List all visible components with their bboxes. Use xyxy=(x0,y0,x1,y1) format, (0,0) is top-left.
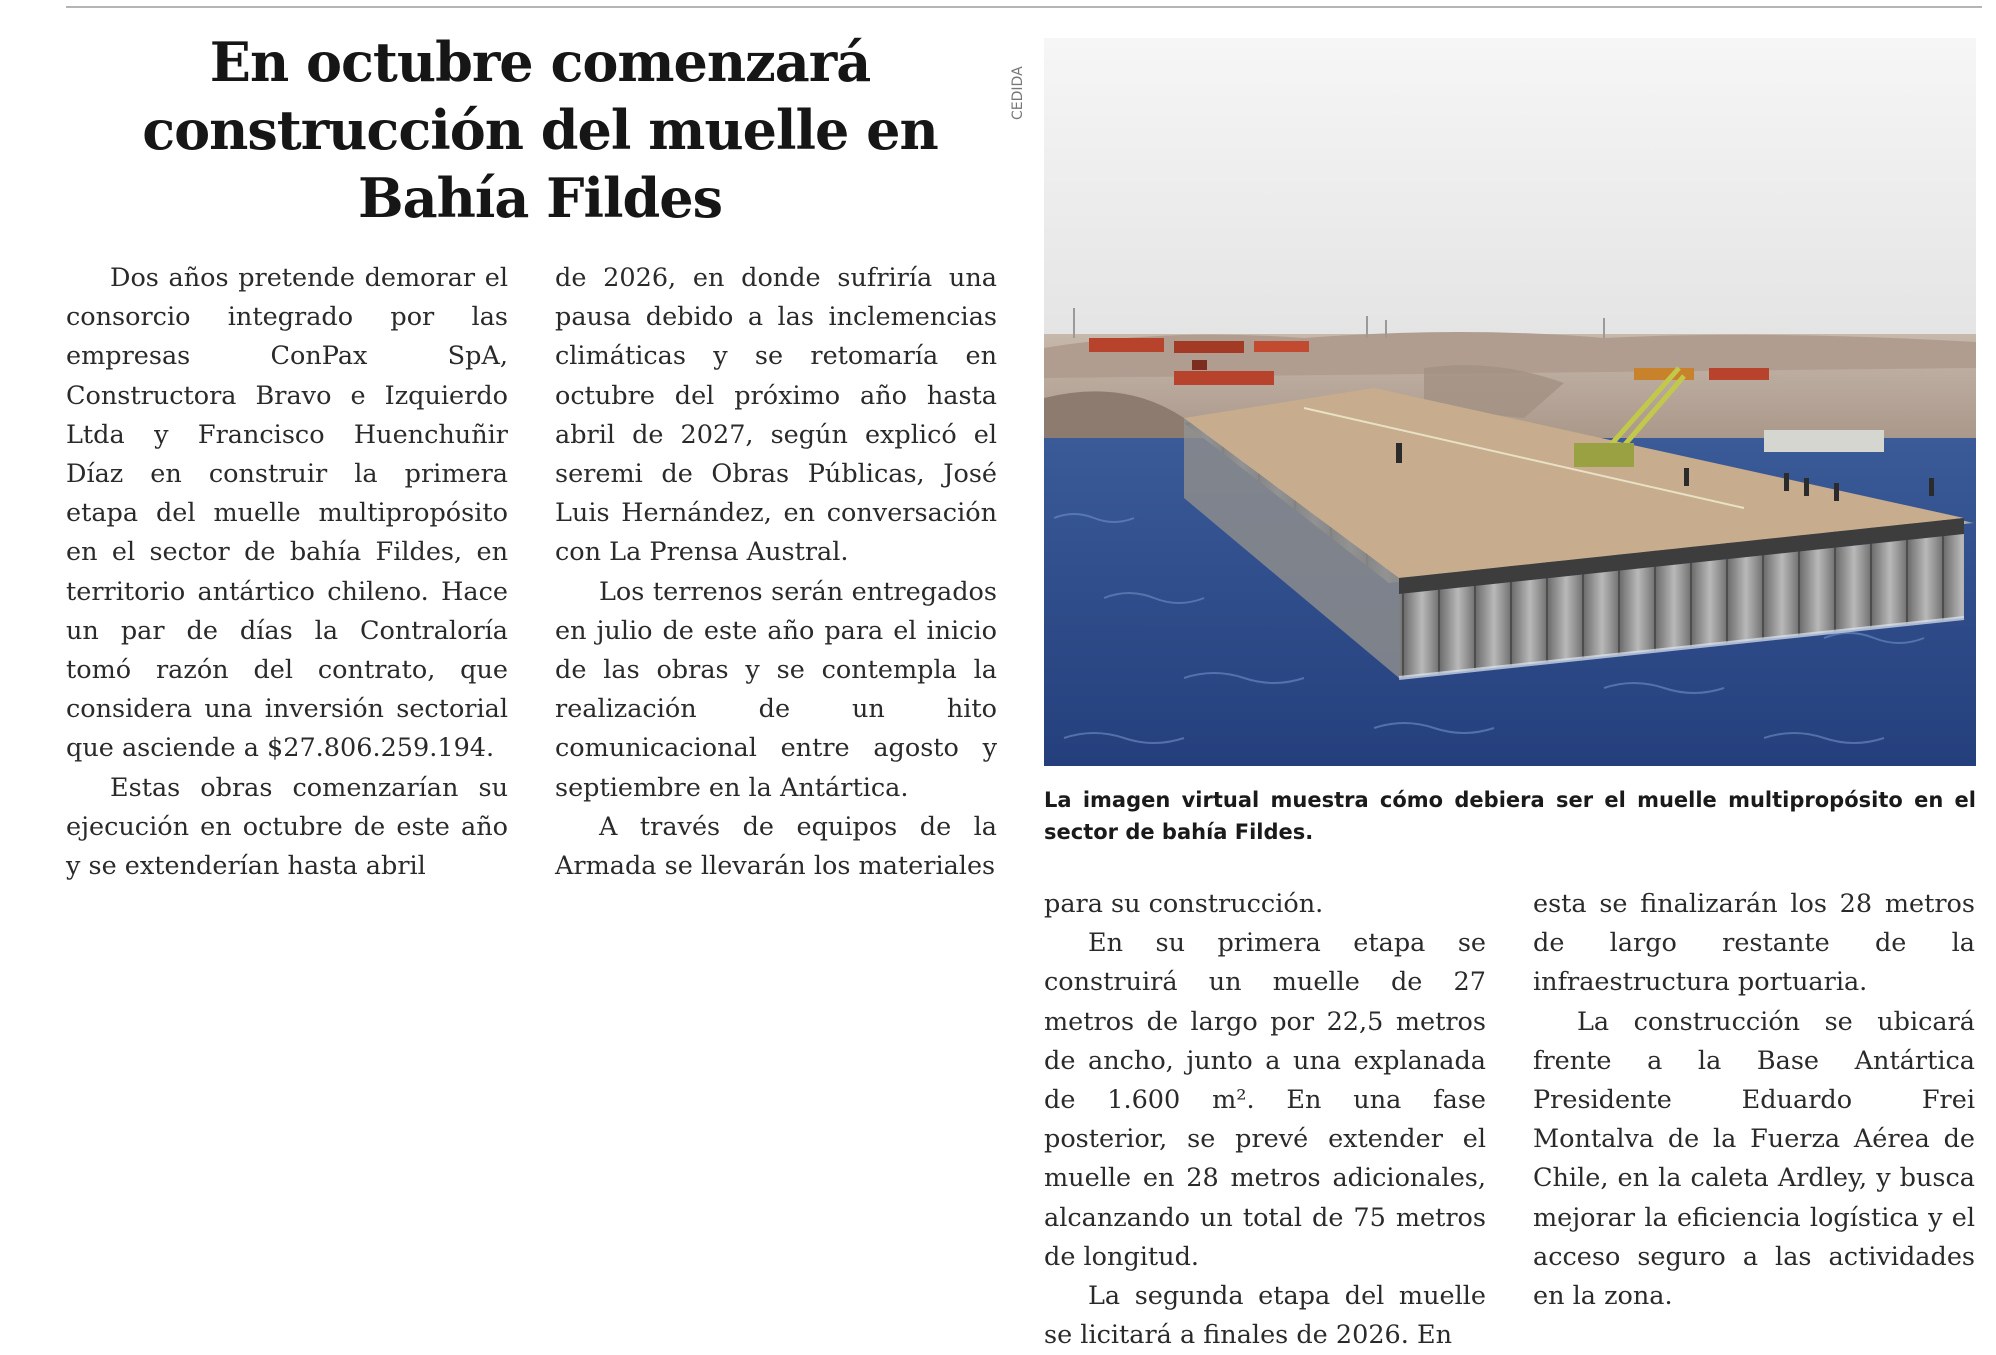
photo-credit: CEDIDA xyxy=(1010,66,1026,120)
text-column-2 xyxy=(555,259,997,886)
paragraph: A través de equipos de la Armada se llevarán los materiales xyxy=(555,811,997,882)
headline: En octubre comenzará construcción del muelle en Bahía Fildes xyxy=(142,30,938,230)
sky xyxy=(1044,38,1976,338)
paragraph: esta se finalizarán los 28 metros de largo restante de la infraestructura portuaria. xyxy=(1533,889,1975,998)
photo-caption: La imagen virtual muestra cómo debiera ser el muelle multipropósito en el sector de bahía Fildes. xyxy=(1044,788,1976,844)
paragraph: Los terrenos serán entregados en julio de este año para el inicio de las obras y se contempla la realización de un hito comunicacional entre agosto y septiembre en la Antártica. xyxy=(555,576,997,803)
paragraph: para su construcción. xyxy=(1044,889,1324,919)
paragraph: Estas obras comenzarían su ejecución en octubre de este año y se extenderían hasta abril xyxy=(66,772,508,882)
top-rule xyxy=(66,6,1982,8)
text-column-1 xyxy=(66,259,508,886)
pier-rendering-illustration xyxy=(1044,38,1976,766)
paragraph: La segunda etapa del muelle se licitará a finales de 2026. En xyxy=(1044,1281,1486,1351)
paragraph: La construcción se ubicará frente a la Base Antártica Presidente Eduardo Frei Montalva de la Fuerza Aérea de Chile, en la caleta Ardley, y busca mejorar la eficiencia logística y el acceso seguro a las actividades en la zona. xyxy=(1533,1006,1975,1312)
text-column-3 xyxy=(1044,885,1486,1355)
paragraph: Dos años pretende demorar el consorcio integrado por las empresas ConPax SpA, Constructora Bravo e Izquierdo Ltda y Francisco Huenchuñir Díaz en construir la primera etapa del muelle multipropósito en el sector de bahía Fildes, en territorio antártico chileno. Hace un par de días la Contraloría tomó razón del contrato, que considera una inversión sectorial que asciende a $27.806.259.194. xyxy=(66,263,508,764)
pier-rendering-photo xyxy=(1044,38,1976,766)
paragraph: de 2026, en donde sufriría una pausa debido a las inclemencias climáticas y se retomaría en octubre del próximo año hasta abril de 2027, según explicó el seremi de Obras Públicas, José Luis Hernández, en conversación con La Prensa Austral. xyxy=(555,263,997,568)
text-column-4 xyxy=(1533,885,1975,1316)
paragraph: En su primera etapa se construirá un muelle de 27 metros de largo por 22,5 metros de ancho, junto a una explanada de 1.600 m². En una fase posterior, se prevé extender el muelle en 28 metros adicionales, alcanzando un total de 75 metros de longitud. xyxy=(1044,928,1486,1272)
